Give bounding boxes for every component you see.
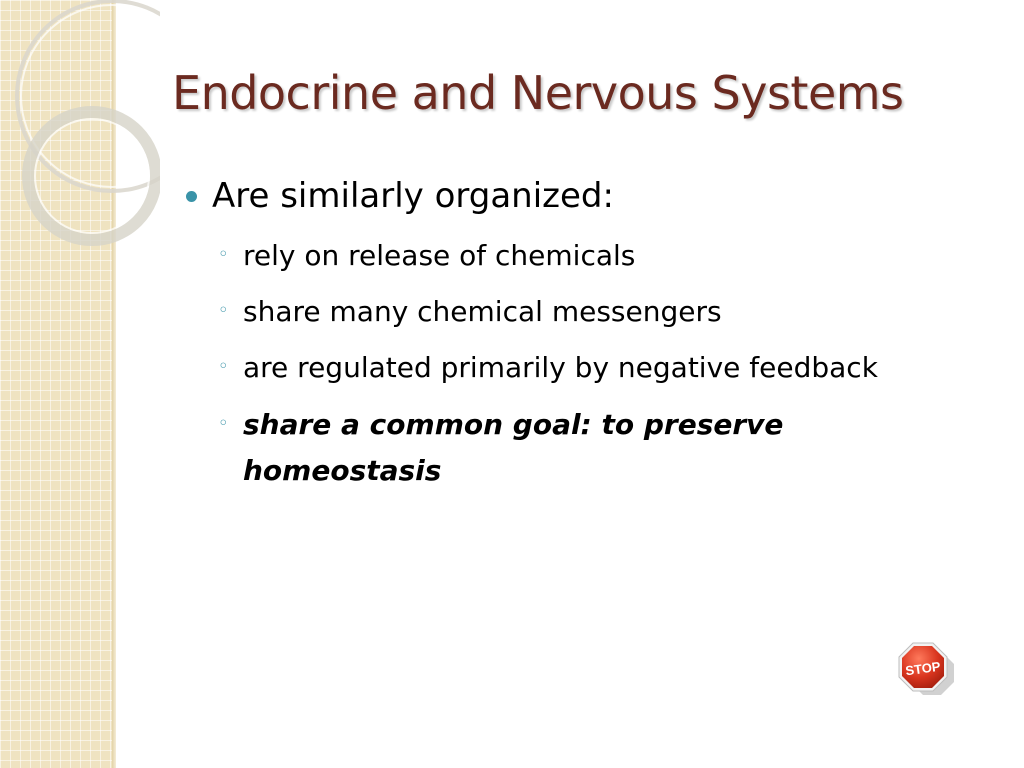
bullet-item: [180, 172, 980, 220]
bullet-text: Are similarly organized:: [212, 176, 614, 216]
bullet-ring-icon: ◦: [218, 300, 229, 321]
slide-title: Endocrine and Nervous Systems: [172, 66, 904, 120]
stop-sign-icon[interactable]: [892, 640, 956, 704]
bullet-dot-icon: [186, 191, 197, 202]
sub-bullet-text: are regulated primarily by negative feedback: [243, 351, 878, 384]
sub-bullet-text-emphasis: share a common goal: to preserve homeostasis: [243, 408, 784, 487]
bullet-ring-icon: ◦: [218, 356, 229, 377]
sub-bullet-text: share many chemical messengers: [243, 295, 722, 328]
sub-bullet-item: [180, 402, 943, 494]
bullet-ring-icon: ◦: [218, 244, 229, 265]
sub-bullet-text: rely on release of chemicals: [243, 239, 636, 272]
bullet-list: [180, 172, 980, 506]
stop-label: STOP: [904, 658, 942, 679]
decorative-circles: [0, 0, 160, 260]
sub-bullet-item: [180, 234, 943, 278]
sub-bullet-item: [180, 290, 943, 334]
bullet-ring-icon: ◦: [218, 413, 229, 434]
sub-bullet-item: [180, 346, 943, 390]
